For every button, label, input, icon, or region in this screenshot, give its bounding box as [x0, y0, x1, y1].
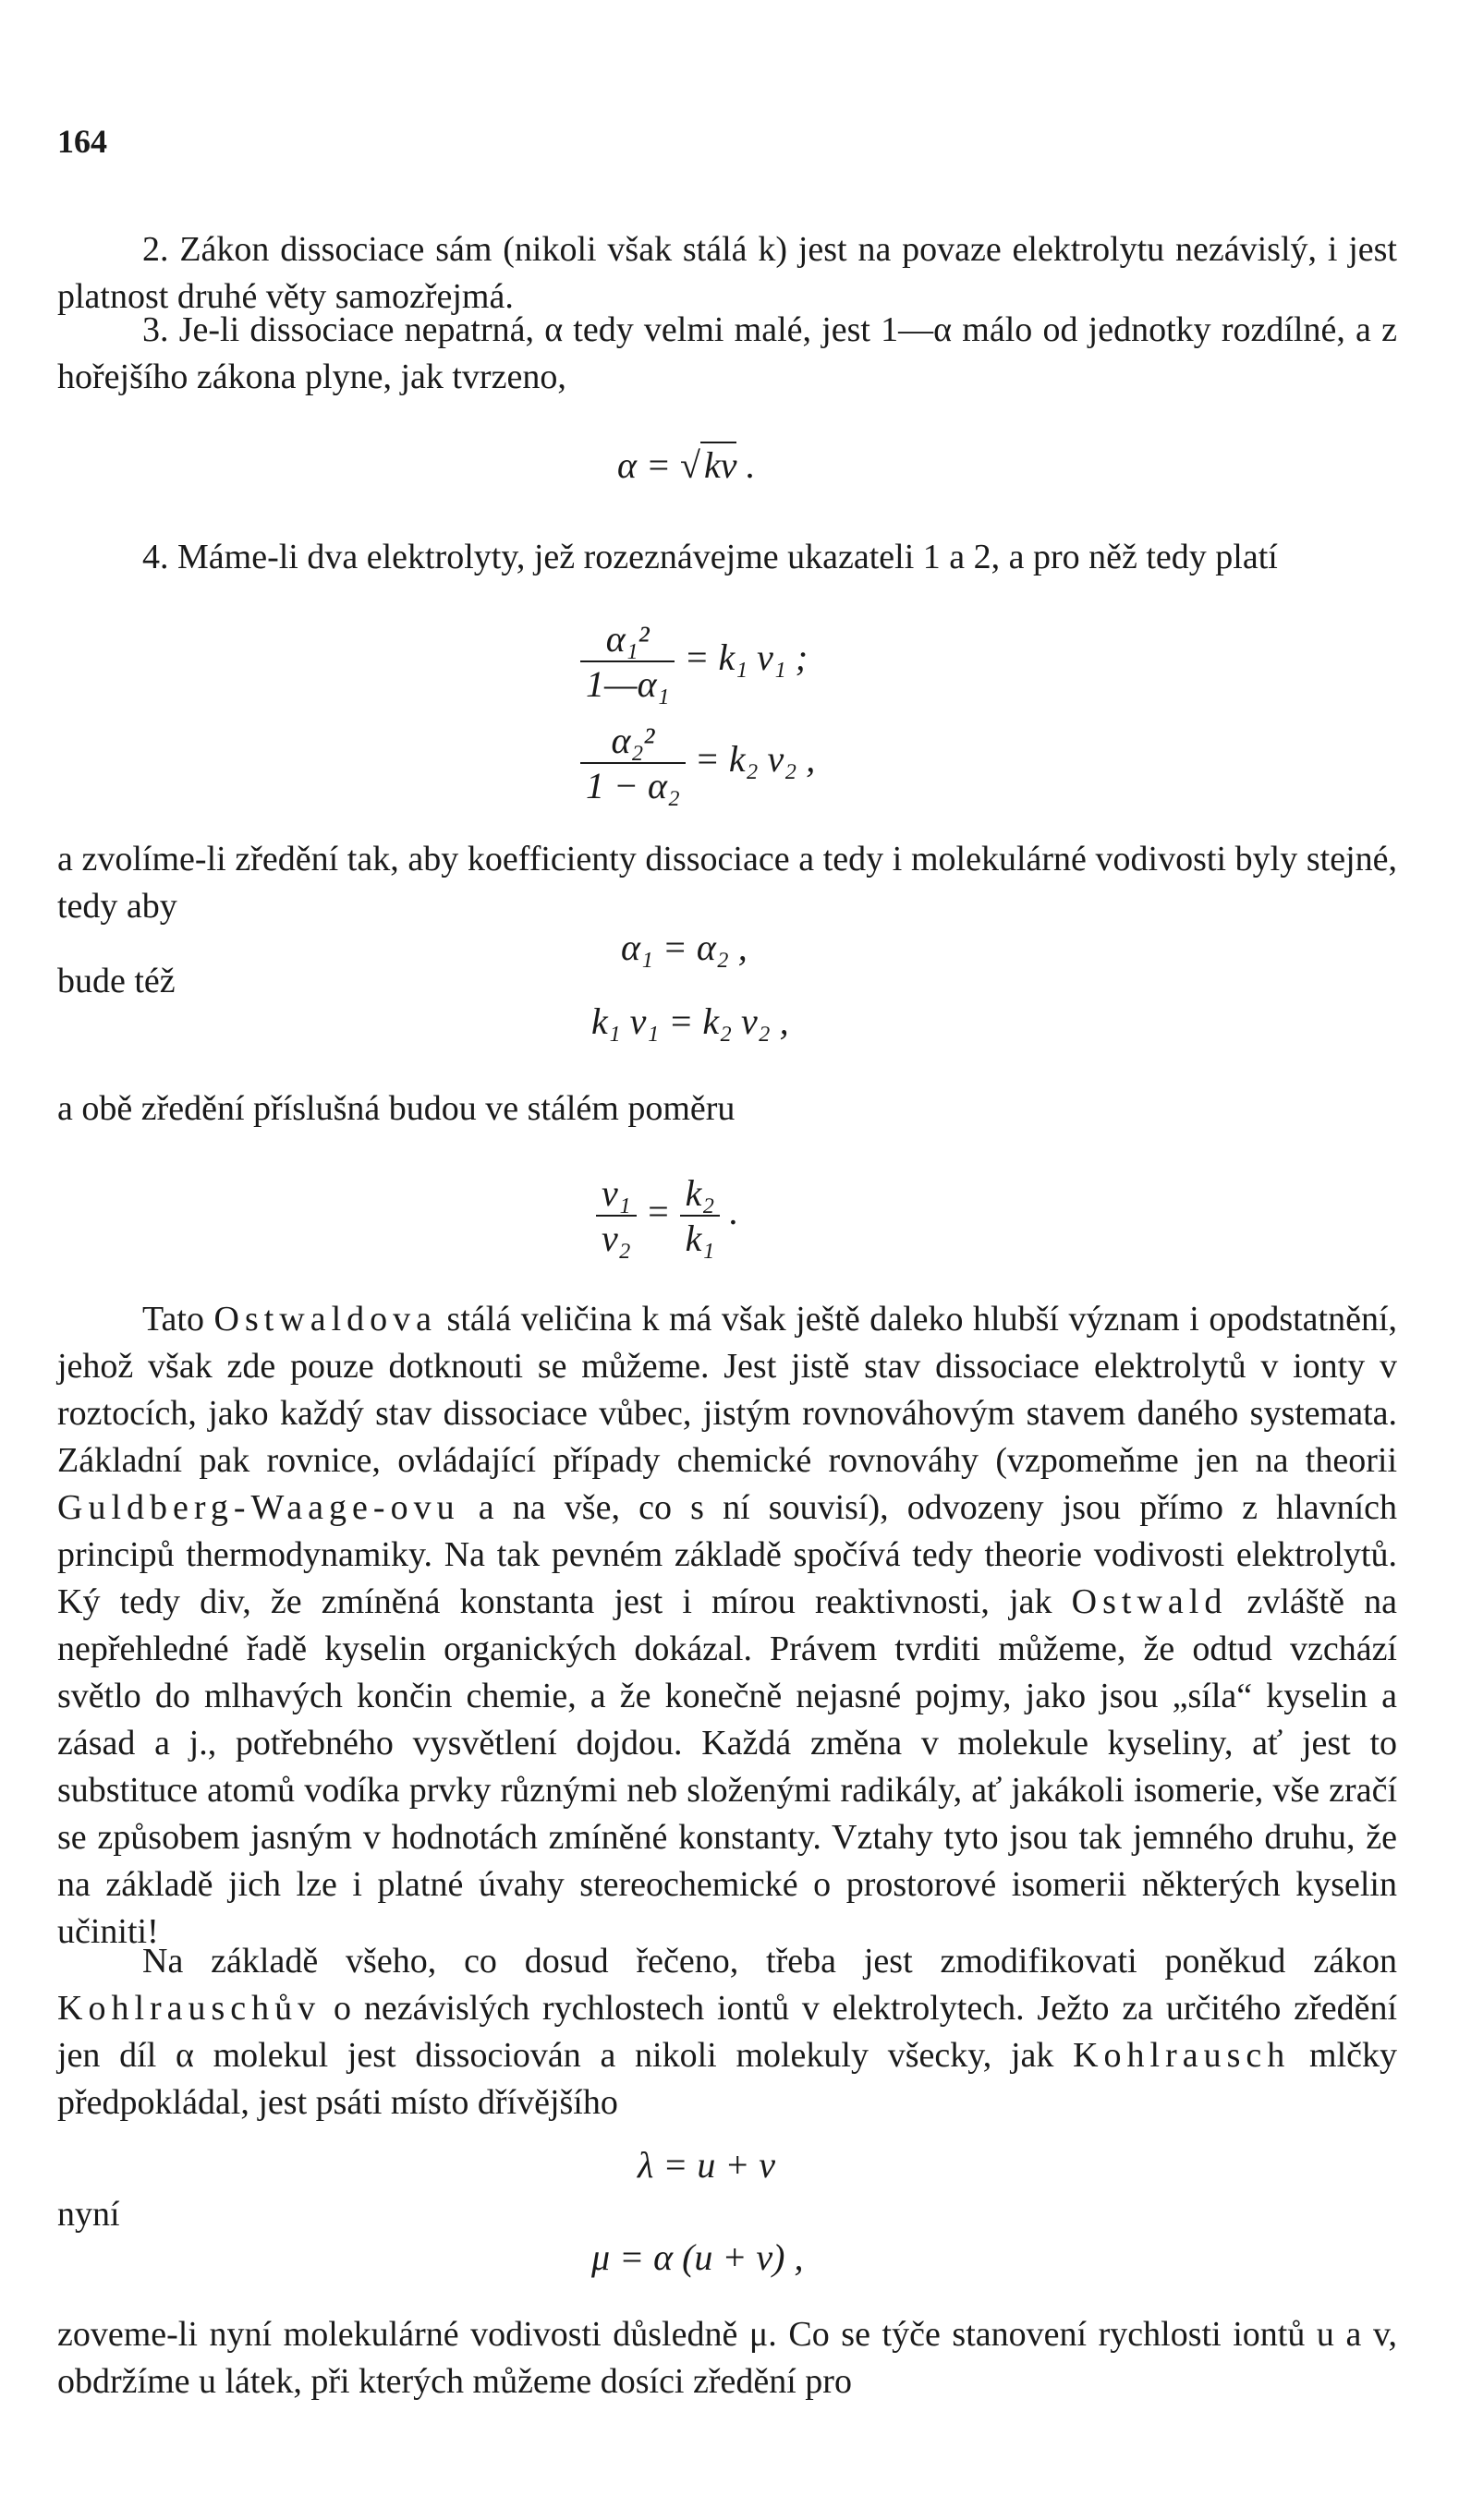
equation-1-rhs: = k₁ v₁ ;	[684, 636, 809, 679]
equation-5-right-denominator: k₁	[685, 1218, 715, 1259]
equation-5-end: .	[729, 1191, 739, 1233]
paragraph-6: a obě zředění příslušná budou ve stálém poměru	[57, 1089, 736, 1128]
p8-text-a: Na základě všeho, co dosud řečeno, třeba jest zmodifikovati poněkud zákon	[142, 1942, 1397, 1981]
equation-5-right-numerator: k₂	[680, 1171, 721, 1217]
equation-alpha-sqrt-end: .	[746, 444, 756, 486]
equation-5	[596, 1171, 738, 1260]
p8-text-c: mlčky předpokládal, jest psáti místo dřívějšího	[57, 2036, 1397, 2122]
p7-text-c: a na vše, co s ní souvisí), odvozeny jsou přímo z hlavních principů thermodynamiky. Na tak pevném základě spočívá tedy theorie vodivosti elektrolytů. Ký tedy div, že zmíněná konstanta jest i mírou reaktivnosti, jak	[57, 1488, 1398, 1621]
equation-2-fraction	[580, 719, 686, 807]
equation-1-denominator: 1—α₁	[586, 663, 670, 705]
paragraph-8	[57, 1938, 1397, 2126]
paragraph-5: a zvolíme-li zředění tak, aby koefficienty dissociace a tedy i molekulárné vodivosti byly stejné, tedy aby	[57, 840, 1397, 926]
equation-2	[580, 719, 815, 807]
p7-name-ostwald: Ostwaldova	[213, 1300, 438, 1339]
paragraph-7	[57, 1296, 1397, 1956]
equation-4: k₁ v₁ = k₂ v₂ ,	[591, 1000, 789, 1042]
paragraph-2: 2. Zákon dissociace sám (nikoli však stálá k) jest na povaze elektrolytu nezávislý, i jest platnost druhé věty samozřejmá.	[57, 230, 1397, 316]
equation-1-numerator: α₁²	[580, 617, 675, 662]
equation-3: α₁ = α₂ ,	[621, 927, 748, 968]
p7-text-a: Tato	[142, 1300, 204, 1339]
equation-alpha-sqrt-radicand: kv	[700, 442, 737, 487]
p7-text-d: zvláště na nepřehledné řadě kyselin organických dokázal. Právem tvrditi můžeme, že odtud vzchází světlo do mlhavých končin chemie, a že konečně nejasné pojmy, jako jsou „síla“ kyselin a zásad a j., potřebného vysvětlení dojdou. Každá změna v molekule kyseliny, ať jest to substituce atomů vodíka prvky různými neb složenými radikály, ať jakákoli isomerie, vše zračí se způsobem jasným v hodnotách zmíněné konstanty. Vztahy tyto jsou tak jemného druhu, že na základě jich lze i platné úvahy stereochemické o prostorové isomerii některých kyselin učiniti!	[57, 1582, 1398, 1951]
paragraph-3: 3. Je-li dissociace nepatrná, α tedy velmi malé, jest 1—α málo od jednotky rozdílné, a z hořejšího zákona plyne, jak tvrzeno,	[57, 310, 1397, 396]
paragraph-9: zoveme-li nyní molekulárné vodivosti důsledně μ. Co se týče stanovení rychlosti iontů u a v, obdržíme u látek, při kterých můžeme dosíci zředění pro	[57, 2315, 1397, 2401]
equation-alpha-sqrt	[617, 442, 755, 487]
p8-name-kohlrausch-2: Kohlrausch	[1073, 2036, 1291, 2075]
p7-text-b: stálá veličina k má však ještě daleko hlubší význam i opodstatnění, jehož však zde pouze dotknouti se můžeme. Jest jistě stav dissociace elektrolytů v ionty v roztocích, jako každý stav dissociace vůbec, jistým rovnováhovým stavem daného systemata. Základní pak rovnice, ovládající případy chemické rovnováhy (vzpomeňme jen na theorii	[57, 1300, 1398, 1480]
label-nyni: nyní	[57, 2195, 120, 2234]
sqrt-sign-icon: √	[680, 444, 700, 486]
equation-2-numerator: α₂²	[580, 719, 686, 764]
equation-1-fraction	[580, 617, 675, 706]
equation-2-rhs: = k₂ v₂ ,	[694, 738, 816, 781]
equation-5-left-fraction	[596, 1171, 637, 1260]
p7-name-guldberg-waage: Guldberg-Waage-ovu	[57, 1488, 460, 1527]
paragraph-4: 4. Máme-li dva elektrolyty, jež rozeznávejme ukazateli 1 a 2, a pro něž tedy platí	[142, 538, 1278, 576]
page-number: 164	[57, 123, 107, 160]
equation-5-left-denominator: v₂	[602, 1218, 631, 1259]
equation-1	[580, 617, 808, 706]
equation-5-equals: =	[645, 1191, 671, 1233]
equation-5-left-numerator: v₁	[596, 1171, 637, 1217]
p7-name-ostwald-2: Ostwald	[1071, 1582, 1228, 1621]
equation-6: λ = u + v	[638, 2144, 776, 2186]
label-bude-tez: bude též	[57, 962, 176, 1000]
equation-2-denominator: 1 − α₂	[586, 765, 680, 806]
equation-7: μ = α (u + v) ,	[591, 2236, 804, 2278]
equation-5-right-fraction	[680, 1171, 721, 1260]
p8-text-b: o nezávislých rychlostech iontů v elektrolytech. Ježto za určitého zředění jen díl α molekul jest dissociován a nikoli molekuly všecky, jak	[57, 1989, 1397, 2075]
p8-name-kohlrausch: Kohlrauschův	[57, 1989, 322, 2028]
equation-alpha-sqrt-lhs: α =	[617, 444, 671, 486]
